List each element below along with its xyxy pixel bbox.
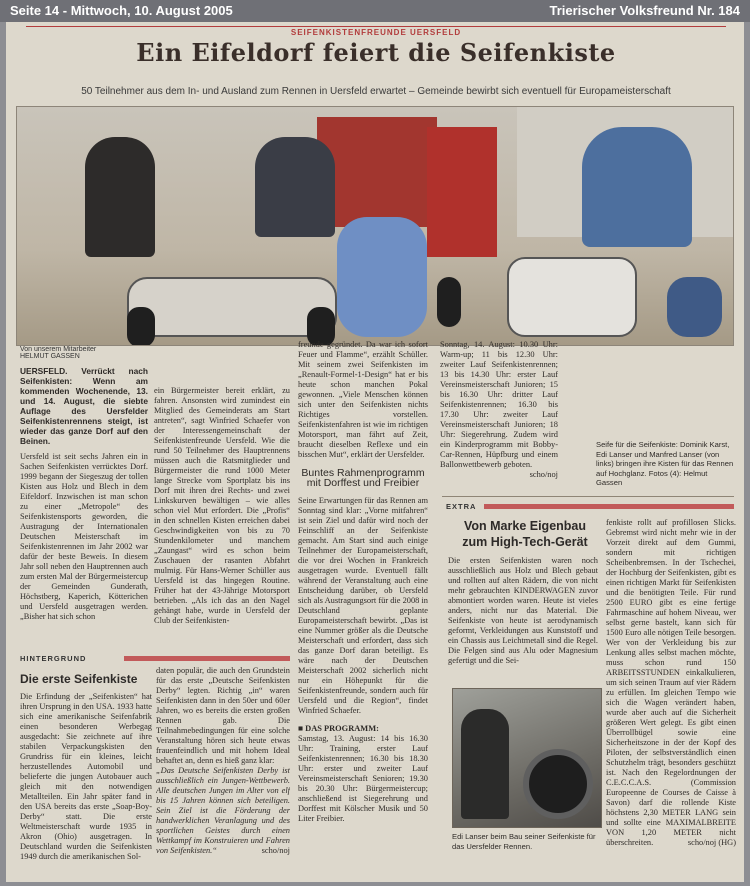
cabinet-shape <box>427 127 497 257</box>
article-column-4 <box>440 340 558 520</box>
article-column-3 <box>298 340 428 880</box>
article-text-3a: freunde gegründet. Da war ich sofort Feuer und Flamme“, erzählt Schüller. Mit seinem zwei Seifenkisten im „Renault-Formel-1-Design“ hat er bis heute schon manchen Pokal gewonnen. „Viele Menschen können sich unter den Seifenkisten nichts Richtiges vorstellen. Seifenkistenfahren ist wie im richtigen Motorsport, man fährt auf Zeit, braucht dieselben Reflexe und ein bisschen Mut“, erklärt der Uersfelder. <box>298 340 428 459</box>
photo-credit <box>20 346 96 360</box>
extra-signature: scho/noj (HG) <box>687 838 736 847</box>
section-rubric: SEIFENKISTENFREUNDE UERSFELD <box>26 26 726 38</box>
article-column-1 <box>20 366 148 656</box>
extra-photo-caption: Edi Lanser beim Bau seiner Seifenkiste für das Uersfelder Rennen. <box>452 832 596 851</box>
background-headline: Die erste Seifenkiste <box>20 672 138 686</box>
background-quote: „Das Deutsche Seifenkisten Derby ist ausschließlich ein Jungen-Wettbewerb. Alle deutschen Jungen im Alter von elf bis 15 Jahren können sich beteiligen. Sein Ziel ist die Förderung der handwerklichen Veranlagung und des sportlichen Geistes durch einen Wettkampf im Konstruieren und Fahren von Seifenkisten.“ <box>156 766 290 855</box>
extra-headline: Von Marke Eigenbau zum High-Tech-Gerät <box>462 519 588 549</box>
soapbox-car-shape <box>507 257 637 337</box>
article-lead: UERSFELD. Verrückt nach Seifenkisten: Wenn am kommenden Wochenende, 13. und 14. August, die siebte Auflage des Uersfelder Seifenkistenrennens steigt, ist wieder das ganze Dorf auf den Beinen. <box>20 366 148 446</box>
photo-caption: Seife für die Seifenkiste: Dominik Karst, Edi Lanser und Manfred Lanser (von links) bringen ihre Kisten für das Rennen auf Hochglanz. Fotos (4): Helmut Gassen <box>596 440 734 487</box>
credit-line-2: HELMUT GASSEN <box>20 353 80 360</box>
article-signature: scho/noj <box>529 470 558 479</box>
background-text-right: daten populär, die auch den Grundstein für das erste „Deutsche Seifenkisten Derby“ legten. Richtig „in“ waren Seifenkisten dann in den 50er und 60er Jahren, wo es bereits die ersten großen Rennen gab. Die Teilnahmebedingungen für eine solche Veranstaltung hören sich heute etwas frauenfeindlich und mit hohem Ideal behaftet an, denn es hieß ganz klar: <box>156 666 290 765</box>
background-signature: scho/noj <box>261 846 290 855</box>
background-column-right <box>156 666 290 876</box>
main-headline: Ein Eifeldorf feiert die Seifenkiste <box>136 38 616 67</box>
extra-photo <box>452 688 602 828</box>
background-divider <box>124 656 290 661</box>
newspaper-page <box>6 22 744 882</box>
wheel-shape <box>127 307 155 346</box>
page-date: Seite 14 - Mittwoch, 10. August 2005 <box>10 3 233 18</box>
program-block <box>298 724 428 824</box>
background-label: HINTERGRUND <box>20 654 87 663</box>
program-text: Samstag, 13. August: 14 bis 16.30 Uhr: Training, erster Lauf Seifenkistenrennen; 16.30 bis 18.30 Uhr: erster und zweiter Lauf Vereinsmeisterschaft Senioren; 19.30 bis 20.30 Uhr: Bürgermeistercup; anschließend ist Siegerehrung und Dorffest mit Kölscher Musik und 50 Liter Freibier. <box>298 734 428 823</box>
extra-column-right <box>606 518 736 878</box>
wheel-shape <box>523 749 593 819</box>
extra-divider <box>484 504 734 509</box>
main-subhead: 50 Teilnehmer aus dem In- und Ausland zum Rennen in Uersfeld erwartet – Gemeinde bewirbt sich eventuell für Europameisterschaft <box>81 86 671 97</box>
background-column-left: Die Erfindung der „Seifenkisten“ hat ihren Ursprung in den USA. 1933 hatte sich eine amerikanische Seifenfabrik einen besonderen Werbegag ausgedacht: Sie zeichnete auf ihre stabilen Verpackungskisten den Grundriss für ein kleines, leicht herzustellendes Automobil und belieferte die jungen Autobauer auch gleich mit den notwendigen Metallteilen. Ein Jahr später fand in den USA bereits das erste „Soap-Boy-Derby“ statt. Die erste Weltmeisterschaft wurde 1935 in Akron (Ohio) ausgetragen. In Deutschland wurden die Seifenkisten 1949 durch die amerikanischen Sol- <box>20 692 152 861</box>
article-subtitle: Buntes Rahmenprogramm mit Dorffest und Freibier <box>301 467 425 489</box>
person-shape <box>255 137 335 237</box>
extra-column-left: Die ersten Seifenkisten waren noch ausschließlich aus Holz und Blech gebaut und rollten auf alten Rädern, die von nicht mehr gebrauchten KINDERWAGEN zuvor abmontiert worden waren. Heute ist vieles anders, nicht nur das Material. Die Seifenkiste von heute ist aerodynamisch geformt, Verkleidungen aus Kunststoff und ein Chassis aus Leichtmetall sind die Regel. Die Felgen sind aus Alu oder Magnesium gefertigt und die Sei- <box>448 556 598 665</box>
person-shape <box>85 137 155 257</box>
soapbox-car-shape <box>127 277 337 337</box>
main-photo <box>16 106 734 346</box>
extra-label: EXTRA <box>446 502 477 511</box>
person-shape <box>582 127 692 247</box>
article-text-3b: Seine Erwartungen für das Rennen am Sonntag sind klar: „Vorne mitfahren“ ist sein Ziel und dafür wird noch der Feinschliff an der Seifenkiste gemacht. Am Start sind auch einige Teilnehmer der Europameisterschaft, die vor drei Wochen in Frankreich ausgetragen wurde. Eventuell fällt während der Veranstaltung auch eine Entscheidung darüber, ob Uersfeld sich als Austragungsort für die 2008 in Deutschland geplante Europameisterschaft bewirbt. „Das ist eine Nummer größer als die Deutsche Meisterschaft und erfordert, dass sich das ganze Dorf daran beteiligt. Es wäre nach der Deutschen Meisterschaft 2002 sicherlich nicht nur ein Höhepunkt für die Seifenkistenfreunde, sondern auch für Uersfeld und die Region“, findet Winfried Schaefer. <box>298 496 428 715</box>
article-text-4: Sonntag, 14. August: 10.30 Uhr: Warm-up; 11 bis 12.30 Uhr: zweiter Lauf Seifenkistenrennen; 13 bis 14.30 Uhr: erster Lauf Vereinsmeisterschaft Junioren; 15 bis 16.30 Uhr: dritter Lauf Seifenkistenrennen; 16.30 bis 17.30 Uhr: zweiter Lauf Vereinsmeisterschaft Junioren; 18 Uhr: Siegerehrung. Zudem wird ein Kinderprogramm mit Bobby-Car-Rennen, Hüpfburg und einem Ballonwettbewerb geboten. <box>440 340 558 469</box>
column-rule <box>442 496 734 497</box>
newspaper-name: Trierischer Volksfreund Nr. 184 <box>549 3 740 18</box>
page-header <box>0 0 750 22</box>
program-title: ■ DAS PROGRAMM: <box>298 724 379 733</box>
soapbox-car-shape <box>337 217 427 337</box>
garage-door-shape <box>317 117 437 227</box>
article-column-2: ein Bürgermeister bereit erklärt, zu fahren. Ansonsten wird zumindest ein Mitglied des Gemeinderats am Start antreten“, sagt Winfried Schaefer von der Interessengemeinschaft der Seifenkistenfreunde Uersfeld. Wie die rund 50 Teilnehmer des Hauptrennens müssen auch die Ratsmitglieder und Bürgermeister die rund 1000 Meter lange Strecke vom Sportplatz bis ins Dorf mit ihren drei Rechts- und zwei Linkskurven bewältigen – wie alles schon viel Mut erfordert. Die „Profis“ in den schnellen Kisten erreichen dabei Geschwindigkeiten von bis zu 70 Stundenkilometer und manchem „Zaungast“ wird es schon beim Zuschauen der rasanten Abfahrt mulmig. Für Hans-Werner Schüller aus Uersfeld ist das hingegen Routine. Früher hat der 43-Jährige Motorsport betrieben. „Als ich das an den Nagel gehängt habe, wurde in Uersfeld der Club der Seifenkisten- <box>154 386 290 625</box>
wheel-shape <box>437 277 461 327</box>
person-shape <box>461 709 509 819</box>
extra-text-right: fenkiste rollt auf profillosen Slicks. Gebremst wird nicht mehr wie in der Vorzeit direkt auf dem Gummi, sondern mit richtigen Scheibenbremsen. In der Tschechei, der Hochburg der Seifenkisten, gibt es einen richtigen Markt für Seifenkisten und die benötigten Teile. Für rund 2500 EURO gibt es eine fertige Fahrmaschine auf hohem Niveau, wer selbst gerne bastelt, kann sich für 1500 Euro alle nötigen Teile besorgen. Wer von der Verkleidung bis zur Lenkung alles selbst machen möchte, muss schon rund 150 ARBEITSSTUNDEN einkalkulieren, um sich seinen Traum auf vier Rädern zu erfüllen. Im gleichen Tempo wie sich die Wagen verändert haben, wurde aber auch auf die Sicherheit größeren Wert gelegt. Es gibt einen Überrollbügel sowie eine Sicherheitszone in der der Kopf des Piloten, der selbstverständlich einen Schutzhelm trägt, besonders geschützt ist. Nach den Regelordnungen der C.E.C.C.A.S. (Commission Europeenne de Courses de Caisse à Savon) darf die rollende Kiste höchstens 2,30 METER LANG sein und sollte eine MAXIMALBREITE VON 1,20 METER nicht überschreiten. <box>606 518 736 847</box>
article-text-1: Uersfeld ist seit sechs Jahren ein in Sachen Seifenkisten verrücktes Dorf. 1999 begann der Siegeszug der tollen Kisten aus Holz und Blech in dem Eifeldorf. Inzwischen ist man schon zu einer „Metropole“ des Seifenkistensports geworden, die Austragung der Internationalen Deutschen Meisterschaft im Seifenkistenrennen im Jahr 2002 war dafür der beste Beweis. In diesem Jahr soll neben den Hauptrennen auch zum ersten Mal der Bürgermeistercup der Gemeinden Gunderath, Höchstberg, Kaperich, Kötterichen und Uersfeld ausgetragen werden. „Bisher hat sich schon <box>20 452 148 621</box>
credit-line-1: Von unserem Mitarbeiter <box>20 346 97 353</box>
person-shape <box>667 277 722 337</box>
